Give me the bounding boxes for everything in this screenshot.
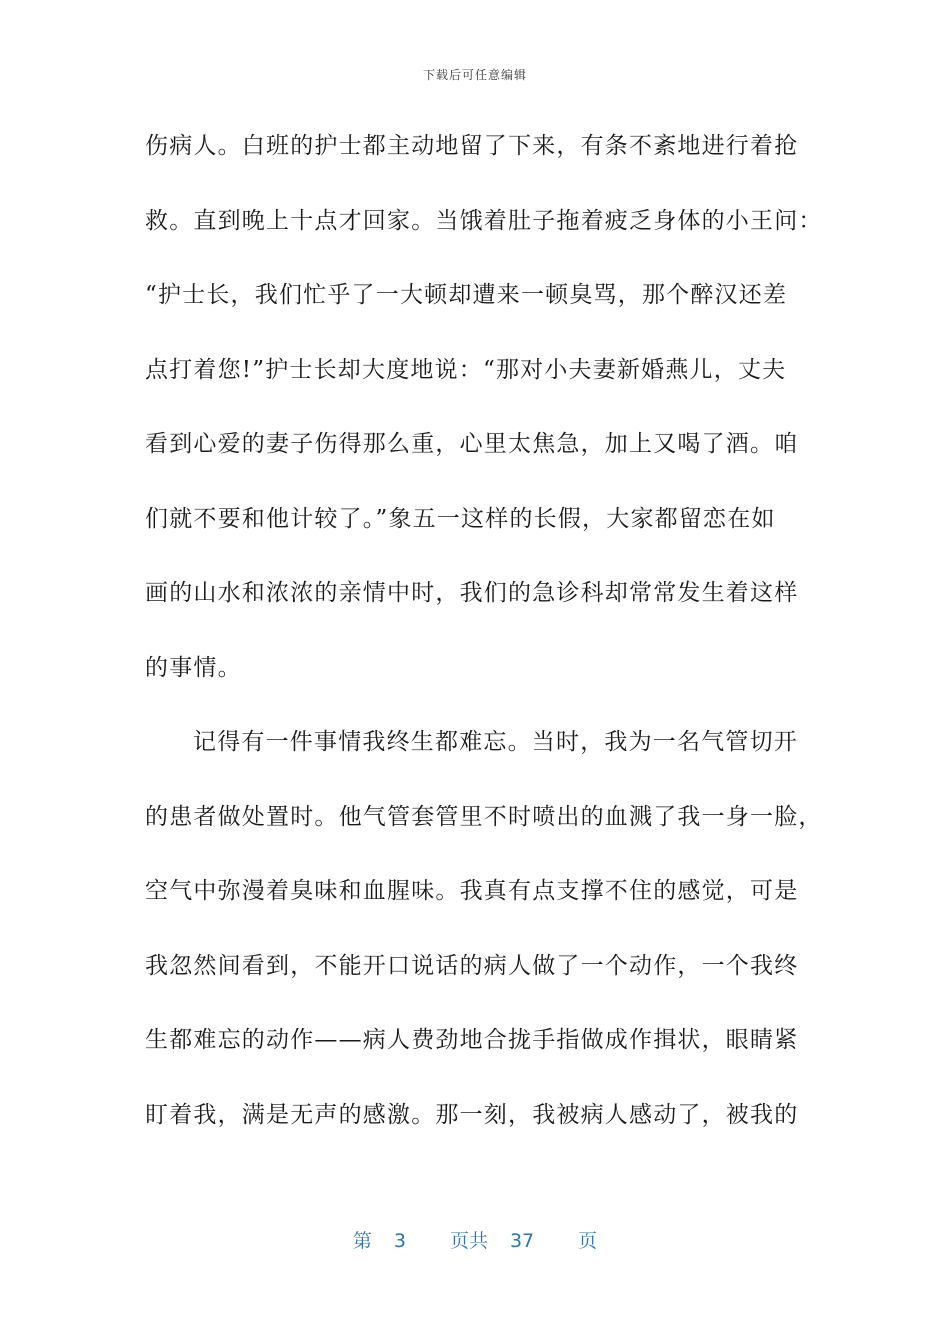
- text-line: 盯着我，满是无声的感激。那一刻，我被病人感动了，被我的: [145, 1101, 799, 1128]
- text-line: 救。直到晚上十点才回家。当饿着肚子拖着疲乏身体的小王问：: [145, 207, 823, 234]
- text-line: 空气中弥漫着臭味和血腥味。我真有点支撑不住的感觉，可是: [145, 878, 799, 904]
- text-line: 点打着您!”护士长却大度地说：“那对小夫妻新婚燕儿，丈夫: [145, 356, 787, 383]
- text-line: 伤病人。白班的护士都主动地留了下来，有条不紊地进行着抢: [145, 133, 799, 159]
- page-footer: [0, 1226, 950, 1253]
- total-page-count: 37: [509, 1230, 535, 1252]
- document-body: [145, 124, 823, 1167]
- current-page-number: 3: [393, 1230, 406, 1252]
- page-header-note: 下载后可任意编辑: [422, 68, 527, 82]
- text-line: 的患者做处置时。他气管套管里不时喷出的血溅了我一身一脸，: [145, 803, 823, 830]
- footer-suffix: 页: [578, 1230, 598, 1252]
- text-line: “护士长，我们忙乎了一大顿却遭来一顿臭骂，那个醉汉还差: [145, 282, 788, 308]
- text-line: 们就不要和他计较了。”象五一这样的长假，大家都留恋在如: [145, 505, 776, 532]
- paragraph-start-line: 记得有一件事情我终生都难忘。当时，我为一名气管切开: [193, 729, 798, 755]
- text-line: 生都难忘的动作——病人费劲地合拢手指做成作揖状，眼睛紧: [145, 1027, 799, 1053]
- text-line: 的事情。: [145, 654, 242, 681]
- footer-middle: 页共: [449, 1230, 488, 1252]
- text-line: 看到心爱的妻子伤得那么重，心里太焦急，加上又喝了酒。咱: [145, 431, 799, 457]
- text-line: 我忽然间看到，不能开口说话的病人做了一个动作，一个我终: [145, 952, 799, 979]
- footer-prefix: 第: [352, 1230, 372, 1252]
- text-line: 画的山水和浓浓的亲情中时，我们的急诊科却常常发生着这样: [145, 580, 799, 606]
